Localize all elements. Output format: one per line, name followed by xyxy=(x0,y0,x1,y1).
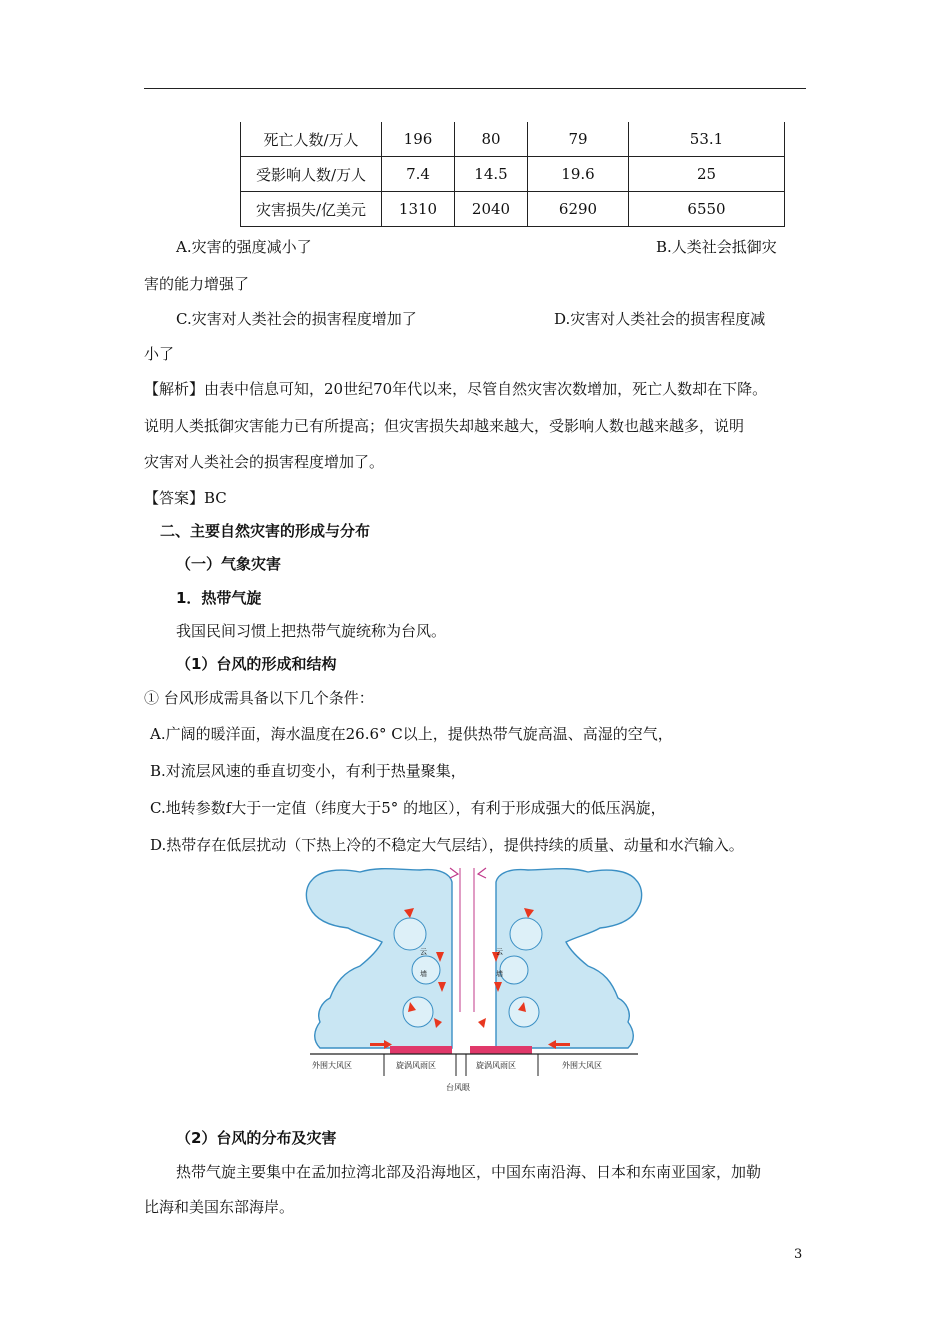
table-row xyxy=(241,157,785,192)
table-cell: 6290 xyxy=(528,192,629,227)
arrow-icon xyxy=(370,1043,384,1046)
header-rule xyxy=(144,88,806,89)
table-cell: 7.4 xyxy=(382,157,455,192)
table-cell: 19.6 xyxy=(528,157,629,192)
cloud-puff xyxy=(509,997,539,1027)
section-heading: 二、主要自然灾害的形成与分布 xyxy=(160,522,371,540)
condition-c: C.地转参数f大于一定值（纬度大于5° 的地区），有利于形成强大的低压涡旋， xyxy=(150,799,666,817)
table-cell: 25 xyxy=(629,157,785,192)
intro-text: 我国民间习惯上把热带气旋统称为台风。 xyxy=(176,622,447,640)
cloud-puff xyxy=(500,956,528,984)
distribution-text-cont: 比海和美国东部海岸。 xyxy=(144,1198,295,1216)
condition-a: A.广阔的暖洋面，海水温度在26.6° C以上，提供热带气旋高温、高湿的空气， xyxy=(150,725,673,743)
table-cell: 80 xyxy=(455,122,528,157)
label-outer-left: 外围大风区 xyxy=(312,1061,352,1070)
label-outer-right: 外围大风区 xyxy=(562,1061,602,1070)
table-cell: 2040 xyxy=(455,192,528,227)
table-row xyxy=(241,192,785,227)
option-c: C.灾害对人类社会的损害程度增加了 xyxy=(176,310,417,328)
cloud-puff xyxy=(403,997,433,1027)
item-heading: 1．热带气旋 xyxy=(176,589,262,607)
analysis-line: 灾害对人类社会的损害程度增加了。 xyxy=(144,453,385,471)
label-rain-right: 旋涡风雨区 xyxy=(476,1061,516,1070)
conditions-title: ① 台风形成需具备以下几个条件： xyxy=(144,689,374,707)
inflow-arrow-icon xyxy=(478,868,486,878)
table-cell: 6550 xyxy=(629,192,785,227)
table-cell: 1310 xyxy=(382,192,455,227)
rain-band xyxy=(390,1046,452,1054)
cloud-puff xyxy=(394,918,426,950)
label-cloud-left: 云 xyxy=(420,948,427,956)
table-cell: 14.5 xyxy=(455,157,528,192)
label-cloud-right: 云 xyxy=(496,948,503,956)
answer: 【答案】BC xyxy=(144,489,227,507)
table-cell: 79 xyxy=(528,122,629,157)
option-b-cont: 害的能力增强了 xyxy=(144,275,250,293)
rain-band xyxy=(470,1046,532,1054)
arrow-icon xyxy=(478,1018,486,1028)
option-d: D.灾害对人类社会的损害程度减 xyxy=(554,310,766,328)
table-cell: 死亡人数/万人 xyxy=(241,122,382,157)
table-cell: 53.1 xyxy=(629,122,785,157)
condition-b: B.对流层风速的垂直切变小，有利于热量聚集， xyxy=(150,762,466,780)
distribution-heading: （2）台风的分布及灾害 xyxy=(176,1129,337,1147)
option-b: B.人类社会抵御灾 xyxy=(656,238,777,256)
analysis-line: 【解析】由表中信息可知，20世纪70年代以来，尽管自然灾害次数增加，死亡人数却在下降。 xyxy=(144,380,768,398)
table-cell: 受影响人数/万人 xyxy=(241,157,382,192)
page-number: 3 xyxy=(794,1247,803,1262)
table-row xyxy=(241,122,785,157)
label-rain-left: 旋涡风雨区 xyxy=(396,1061,436,1070)
cloud-puff xyxy=(510,918,542,950)
arrow-icon xyxy=(556,1043,570,1046)
subsection-heading: （一）气象灾害 xyxy=(176,555,282,573)
analysis-line: 说明人类抵御灾害能力已有所提高；但灾害损失却越来越大，受影响人数也越来越多，说明 xyxy=(144,417,745,435)
option-d-cont: 小了 xyxy=(144,345,175,363)
table-cell: 灾害损失/亿美元 xyxy=(241,192,382,227)
typhoon-structure-diagram xyxy=(300,862,648,1098)
distribution-text: 热带气旋主要集中在孟加拉湾北部及沿海地区，中国东南沿海、日本和东南亚国家，加勒 xyxy=(176,1163,762,1181)
inflow-arrow-icon xyxy=(450,868,458,878)
label-eye: 台风眼 xyxy=(446,1083,470,1092)
option-a: A.灾害的强度减小了 xyxy=(176,238,312,256)
table-cell: 196 xyxy=(382,122,455,157)
condition-d: D.热带存在低层扰动（下热上冷的不稳定大气层结），提供持续的质量、动量和水汽输入。 xyxy=(150,836,744,854)
label-wall-right: 墙 xyxy=(496,970,503,978)
disaster-stats-table xyxy=(240,122,785,227)
formation-heading: （1）台风的形成和结构 xyxy=(176,655,337,673)
label-wall-left: 墙 xyxy=(420,970,427,978)
